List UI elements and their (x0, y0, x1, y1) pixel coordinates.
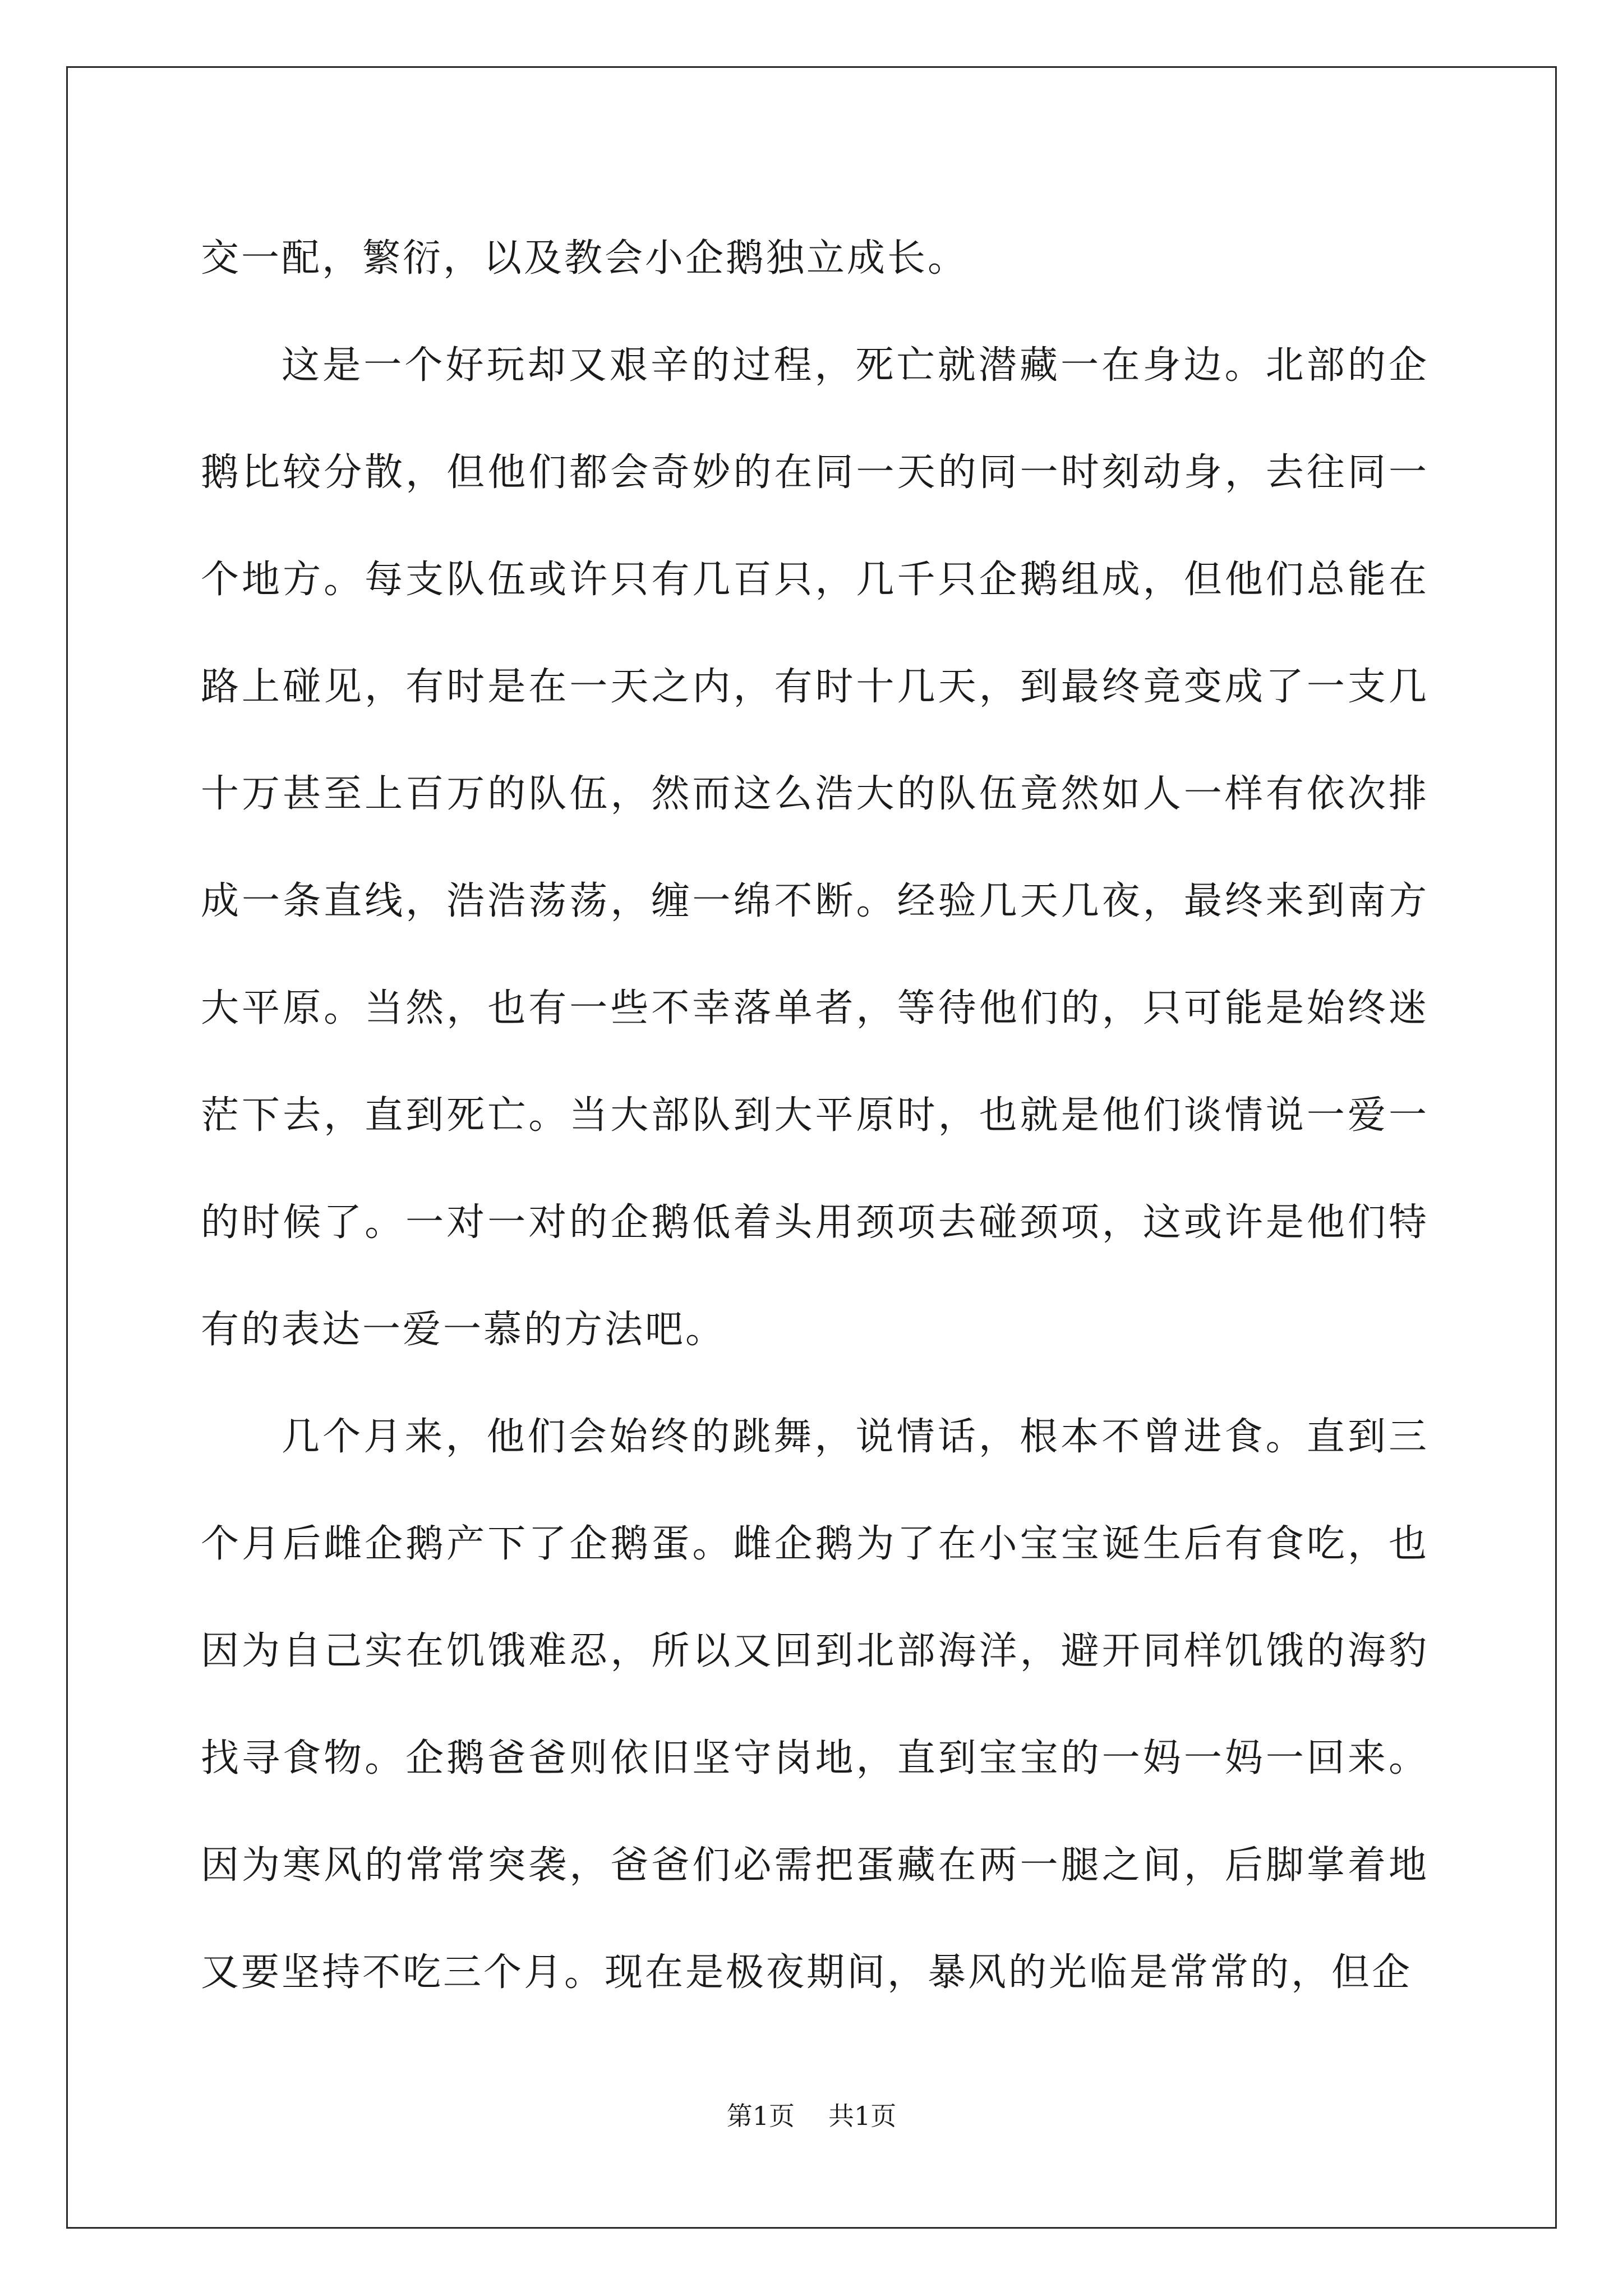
paragraph-3: 几个月来，他们会始终的跳舞，说情话，根本不曾进食。直到三个月后雌企鹅产下了企鹅蛋。雌企鹅为了在小宝宝诞生后有食吃，也因为自己实在饥饿难忍，所以又回到北部海洋，避开同样饥饿的海豹找寻食物。企鹅爸爸则依旧坚守岗地，直到宝宝的一妈一妈一回来。因为寒风的常常突袭，爸爸们必需把蛋藏在两一腿之间，后脚掌着地又要坚持不吃三个月。现在是极夜期间，暴风的光临是常常的，但企 (201, 1415, 1429, 1995)
paragraph-1: 交一配，繁衍，以及教会小企鹅独立成长。 (201, 236, 969, 280)
paragraph-2: 这是一个好玩却又艰辛的过程，死亡就潜藏一在身边。北部的企鹅比较分散，但他们都会奇妙的在同一天的同一时刻动身，去往同一个地方。每支队伍或许只有几百只，几千只企鹅组成，但他们总能在路上碰见，有时是在一天之内，有时十几天，到最终竟变成了一支几十万甚至上百万的队伍，然而这么浩大的队伍竟然如人一样有依次排成一条直线，浩浩荡荡，缠一绵不断。经验几天几夜，最终来到南方大平原。当然，也有一些不幸落单者，等待他们的，只可能是始终迷茫下去，直到死亡。当大部队到大平原时，也就是他们谈情说一爱一的时候了。一对一对的企鹅低着头用颈项去碰颈项，这或许是他们特有的表达一爱一慕的方法吧。 (201, 343, 1429, 1352)
page-number: 第1页 (726, 2101, 795, 2131)
page-total: 共1页 (828, 2101, 897, 2131)
document-body (201, 205, 1429, 2026)
page-footer (0, 2099, 1623, 2133)
